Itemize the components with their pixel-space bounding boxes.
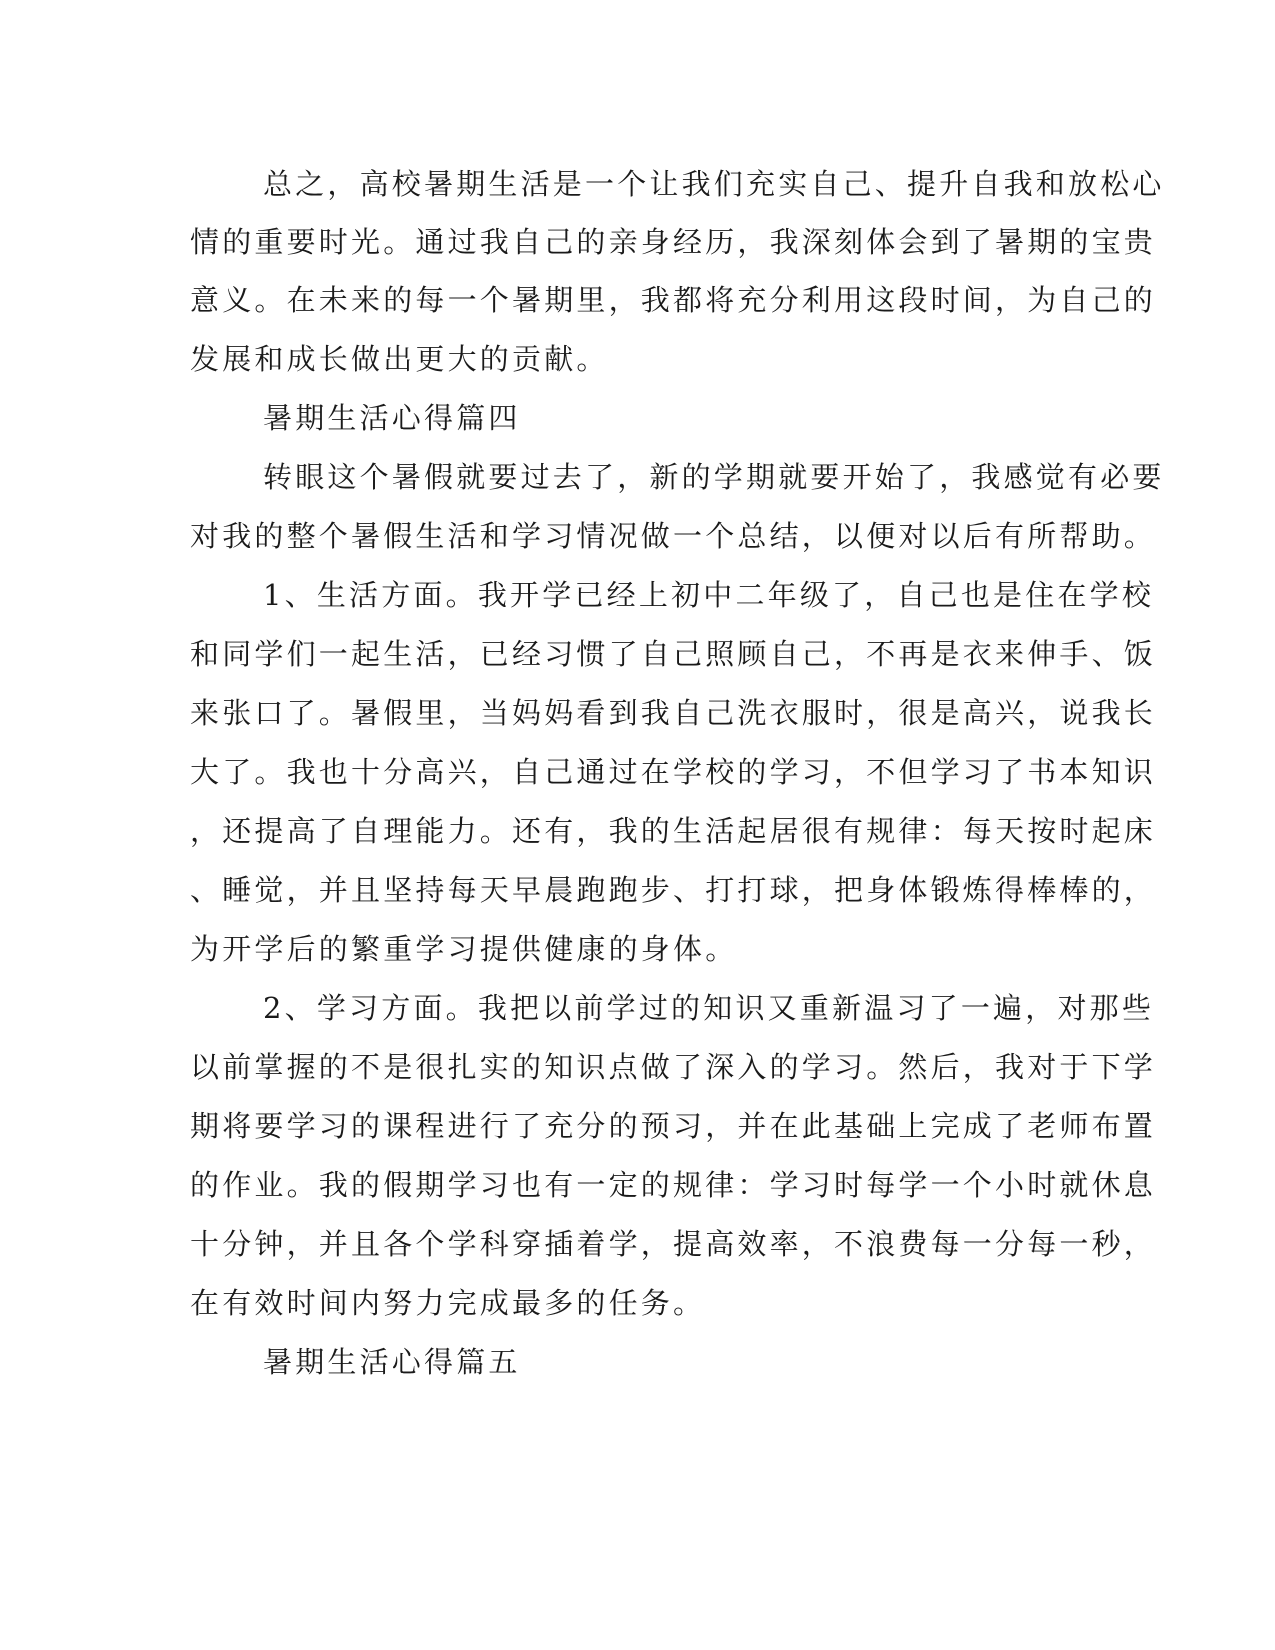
text-line: 对我的整个暑假生活和学习情况做一个总结，以便对以后有所帮助。 [190,519,1157,553]
text-line: 转眼这个暑假就要过去了，新的学期就要开始了，我感觉有必要 [263,460,1165,494]
section-heading: 暑期生活心得篇四 [263,401,521,435]
text-line: 意义。在未来的每一个暑期里，我都将充分利用这段时间，为自己的 [190,283,1157,317]
text-line: 期将要学习的课程进行了充分的预习，并在此基础上完成了老师布置 [190,1109,1157,1143]
text-line: 总之，高校暑期生活是一个让我们充实自己、提升自我和放松心 [263,167,1165,201]
text-line: 来张口了。暑假里，当妈妈看到我自己洗衣服时，很是高兴，说我长 [190,696,1157,730]
text-line: 、睡觉，并且坚持每天早晨跑跑步、打打球，把身体锻炼得棒棒的， [190,873,1157,907]
text-line: 和同学们一起生活，已经习惯了自己照顾自己，不再是衣来伸手、饭 [190,637,1157,671]
text-line: 发展和成长做出更大的贡献。 [190,342,609,376]
text-line: 2、学习方面。我把以前学过的知识又重新温习了一遍，对那些 [263,991,1155,1025]
text-line: ，还提高了自理能力。还有，我的生活起居很有规律：每天按时起床 [190,814,1157,848]
text-line: 十分钟，并且各个学科穿插着学，提高效率，不浪费每一分每一秒， [190,1227,1157,1261]
text-line: 以前掌握的不是很扎实的知识点做了深入的学习。然后，我对于下学 [190,1050,1157,1084]
text-line: 在有效时间内努力完成最多的任务。 [190,1286,706,1320]
text-line: 为开学后的繁重学习提供健康的身体。 [190,932,738,966]
text-line: 情的重要时光。通过我自己的亲身经历，我深刻体会到了暑期的宝贵 [190,225,1157,259]
text-line: 1、生活方面。我开学已经上初中二年级了，自己也是住在学校 [263,578,1155,612]
text-line: 的作业。我的假期学习也有一定的规律：学习时每学一个小时就休息 [190,1168,1157,1202]
section-heading: 暑期生活心得篇五 [263,1345,521,1379]
text-line: 大了。我也十分高兴，自己通过在学校的学习，不但学习了书本知识 [190,755,1157,789]
